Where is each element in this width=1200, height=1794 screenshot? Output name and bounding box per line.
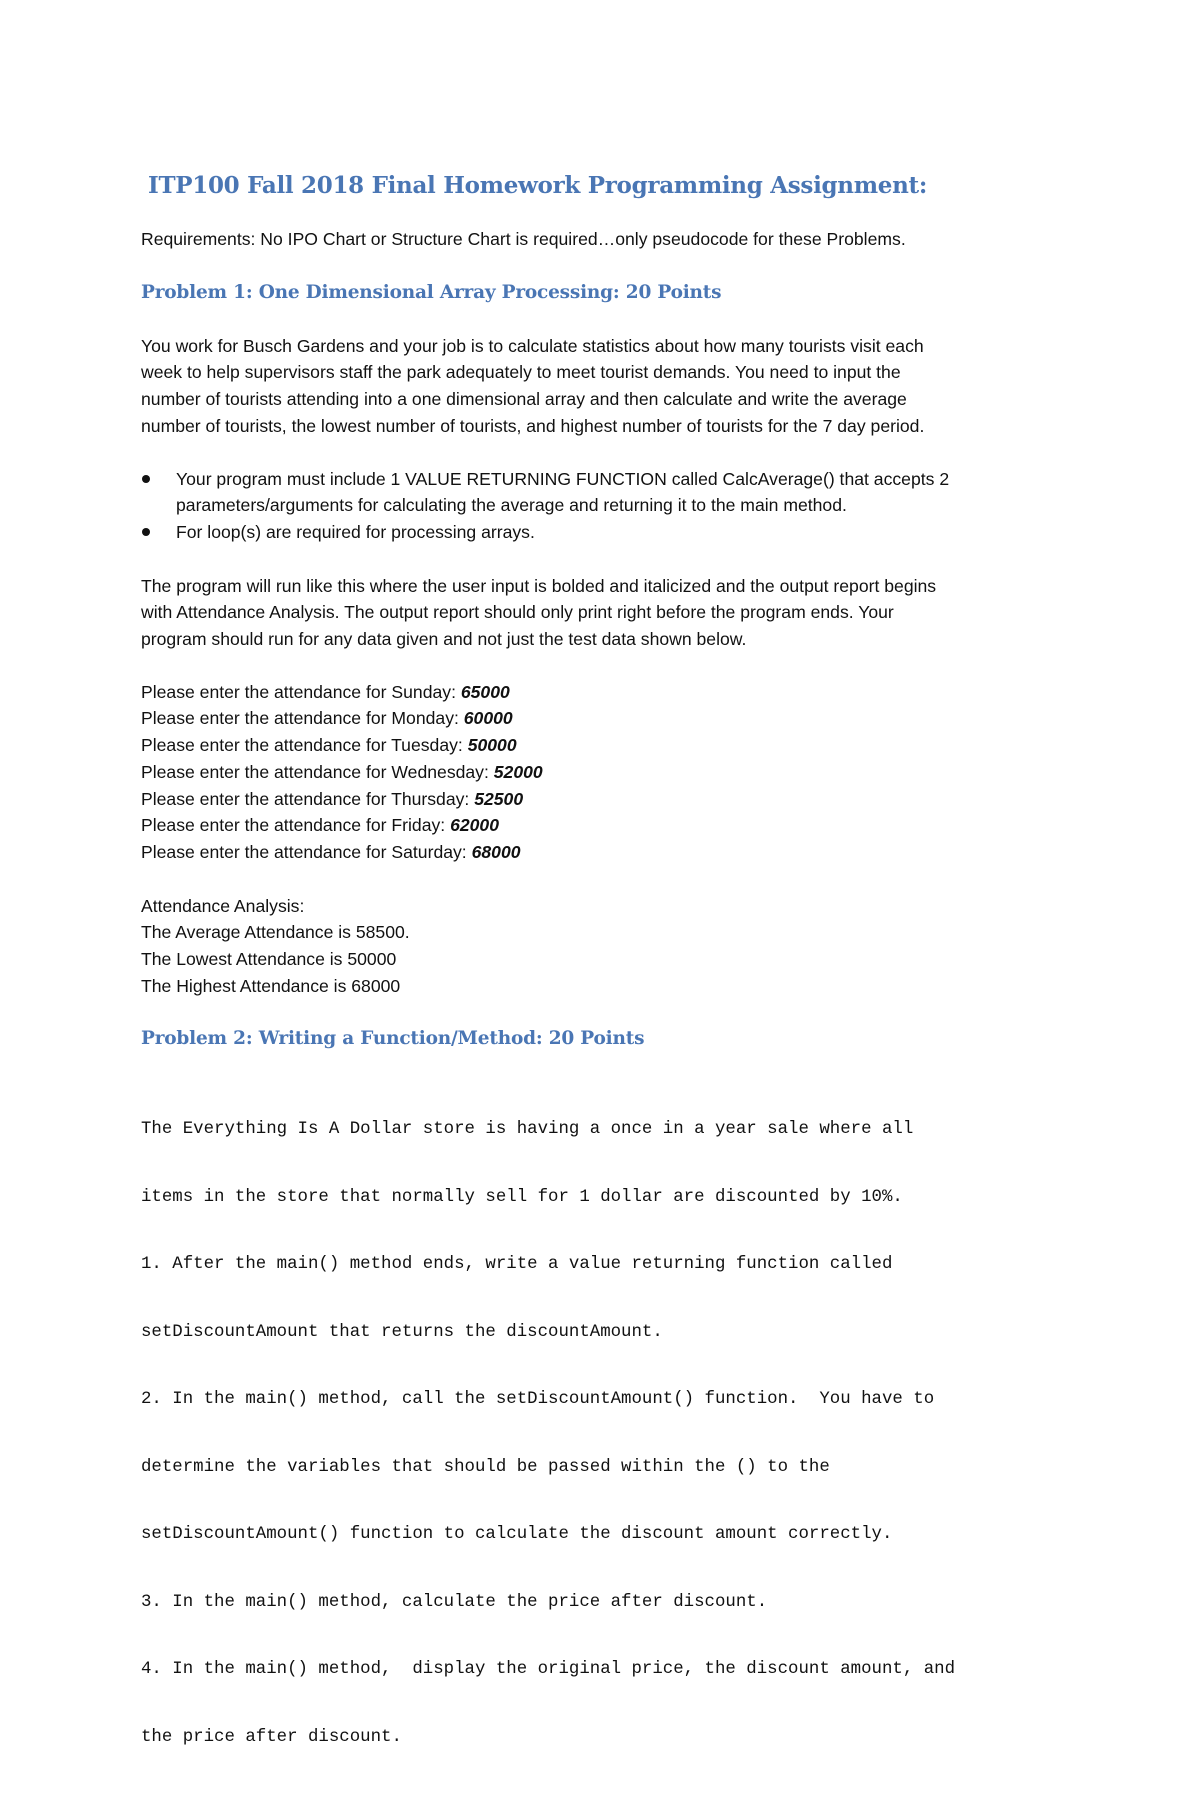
prompt-value: 50000: [467, 735, 517, 756]
run-description: [141, 573, 1071, 653]
problem1-heading: Problem 1: One Dimensional Array Processing: 20 Points: [141, 281, 722, 303]
problem1-intro-line: number of tourists attending into a one dimensional array and then calculate and write the average: [141, 389, 907, 410]
prompt-value: 52000: [493, 761, 543, 782]
code-line: The Everything Is A Dollar store is having a once in a year sale where all: [141, 1120, 914, 1140]
prompt-label: Please enter the attendance for Sunday:: [141, 681, 461, 702]
code-line: determine the variables that should be passed within the () to the: [141, 1457, 830, 1477]
bullet-item: [141, 519, 1071, 546]
prompt-line: [141, 839, 1071, 866]
prompt-label: Please enter the attendance for Wednesday:: [141, 761, 494, 782]
problem1-intro: [141, 333, 1071, 440]
problem1-intro-line: number of tourists, the lowest number of tourists, and highest number of tourists for the 7 day period.: [141, 415, 925, 436]
analysis-line: The Lowest Attendance is 50000: [141, 949, 397, 970]
prompt-value: 62000: [450, 815, 499, 836]
prompt-line: [141, 732, 1071, 759]
bullet-item: [141, 466, 1071, 519]
prompt-label: Please enter the attendance for Friday:: [141, 815, 451, 836]
problem1-intro-line: week to help supervisors staff the park adequately to meet tourist demands. You need to input the: [141, 362, 901, 383]
analysis-line: The Highest Attendance is 68000: [141, 975, 401, 996]
document-content: [141, 170, 1071, 1794]
prompt-value: 60000: [463, 708, 513, 729]
bullet-dot-icon: [142, 528, 150, 536]
run-description-line: The program will run like this where the user input is bolded and italicized and the output report begins: [141, 575, 937, 596]
problem2-heading: Problem 2: Writing a Function/Method: 20 Points: [141, 1028, 645, 1050]
code-line: items in the store that normally sell for 1 dollar are discounted by 10%.: [141, 1187, 903, 1207]
code-line: setDiscountAmount() function to calculate the discount amount correctly.: [141, 1525, 893, 1545]
bullet-line: For loop(s) are required for processing arrays.: [176, 521, 535, 542]
prompt-line: [141, 679, 1071, 706]
prompt-value: 68000: [471, 841, 521, 862]
prompt-value: 52500: [474, 788, 524, 809]
analysis-line: Attendance Analysis:: [141, 895, 305, 916]
prompt-label: Please enter the attendance for Tuesday:: [141, 735, 468, 756]
prompt-label: Please enter the attendance for Thursday:: [141, 788, 475, 809]
requirements-bullet-list: [141, 466, 1071, 546]
code-line: 3. In the main() method, calculate the price after discount.: [141, 1592, 768, 1612]
problem2-instructions: [141, 1074, 1071, 1794]
sample-input-prompts: [141, 679, 1071, 866]
code-line: 1. After the main() method ends, write a value returning function called: [141, 1255, 893, 1275]
prompt-label: Please enter the attendance for Saturday:: [141, 841, 472, 862]
page-title: ITP100 Fall 2018 Final Homework Programming Assignment:: [148, 172, 928, 199]
prompt-line: [141, 759, 1071, 786]
prompt-line: [141, 786, 1071, 813]
run-description-line: with Attendance Analysis. The output report should only print right before the program ends. Your: [141, 602, 894, 623]
prompt-line: [141, 705, 1071, 732]
analysis-line: The Average Attendance is 58500.: [141, 922, 410, 943]
prompt-value: 65000: [460, 681, 510, 702]
bullet-dot-icon: [142, 475, 150, 483]
prompt-line: [141, 812, 1071, 839]
bullet-line: Your program must include 1 VALUE RETURNING FUNCTION called CalcAverage() that accepts 2: [176, 468, 950, 489]
code-line: the price after discount.: [141, 1727, 402, 1747]
prompt-label: Please enter the attendance for Monday:: [141, 708, 464, 729]
code-line: setDiscountAmount that returns the discountAmount.: [141, 1322, 663, 1342]
code-line: 4. In the main() method, display the original price, the discount amount, and: [141, 1660, 956, 1680]
bullet-line: parameters/arguments for calculating the average and returning it to the main method.: [176, 495, 847, 516]
problem1-intro-line: You work for Busch Gardens and your job is to calculate statistics about how many tourists visit each: [141, 335, 924, 356]
requirements-text: Requirements: No IPO Chart or Structure Chart is required…only pseudocode for these Problems.: [141, 229, 906, 249]
run-description-line: program should run for any data given and not just the test data shown below.: [141, 629, 747, 650]
attendance-analysis-output: [141, 893, 1071, 1000]
code-line: 2. In the main() method, call the setDiscountAmount() function. You have to: [141, 1390, 935, 1410]
